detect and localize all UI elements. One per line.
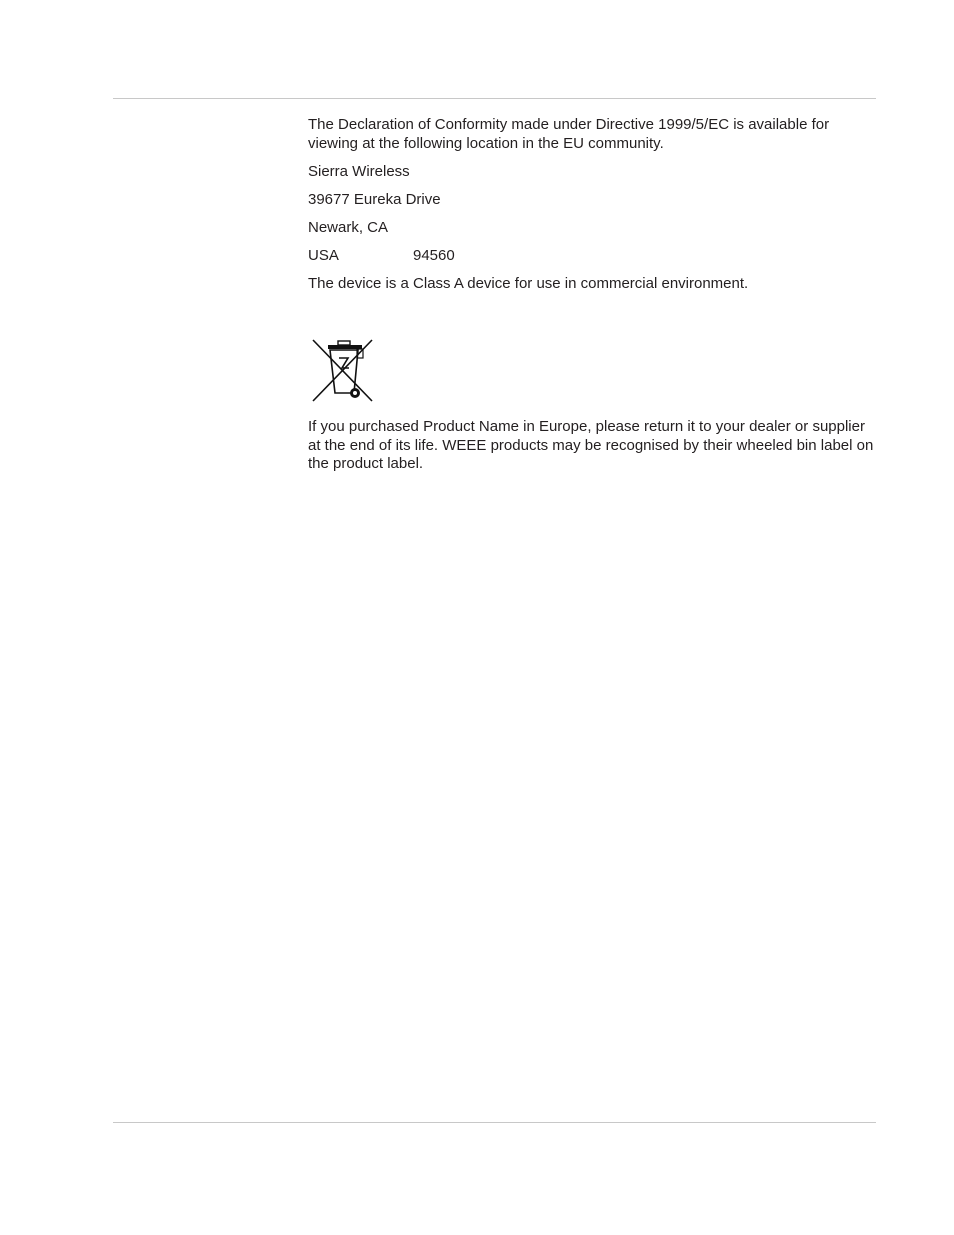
crossed-out-wheeled-bin-icon xyxy=(308,338,376,404)
page-content xyxy=(308,116,874,483)
class-statement: The device is a Class A device for use in commercial environment. xyxy=(308,274,749,292)
weee-paragraph: If you purchased Product Name in Europe, please return it to your dealer or supplier at the end of its life. WEEE products may be recognised by their wheeled bin label on the product label. xyxy=(308,418,874,472)
address-company: Sierra Wireless xyxy=(308,162,410,180)
footer-rule xyxy=(113,1122,876,1123)
address-country: USA xyxy=(308,246,339,264)
declaration-paragraph: The Declaration of Conformity made under Directive 1999/5/EC is available for viewing at the following location in the EU community. xyxy=(308,116,830,152)
address-postal-code: 94560 xyxy=(413,246,455,264)
address-city: Newark, CA xyxy=(308,218,389,236)
address-street: 39677 Eureka Drive xyxy=(308,190,441,208)
address-country-row xyxy=(308,247,874,266)
header-rule xyxy=(113,98,876,99)
